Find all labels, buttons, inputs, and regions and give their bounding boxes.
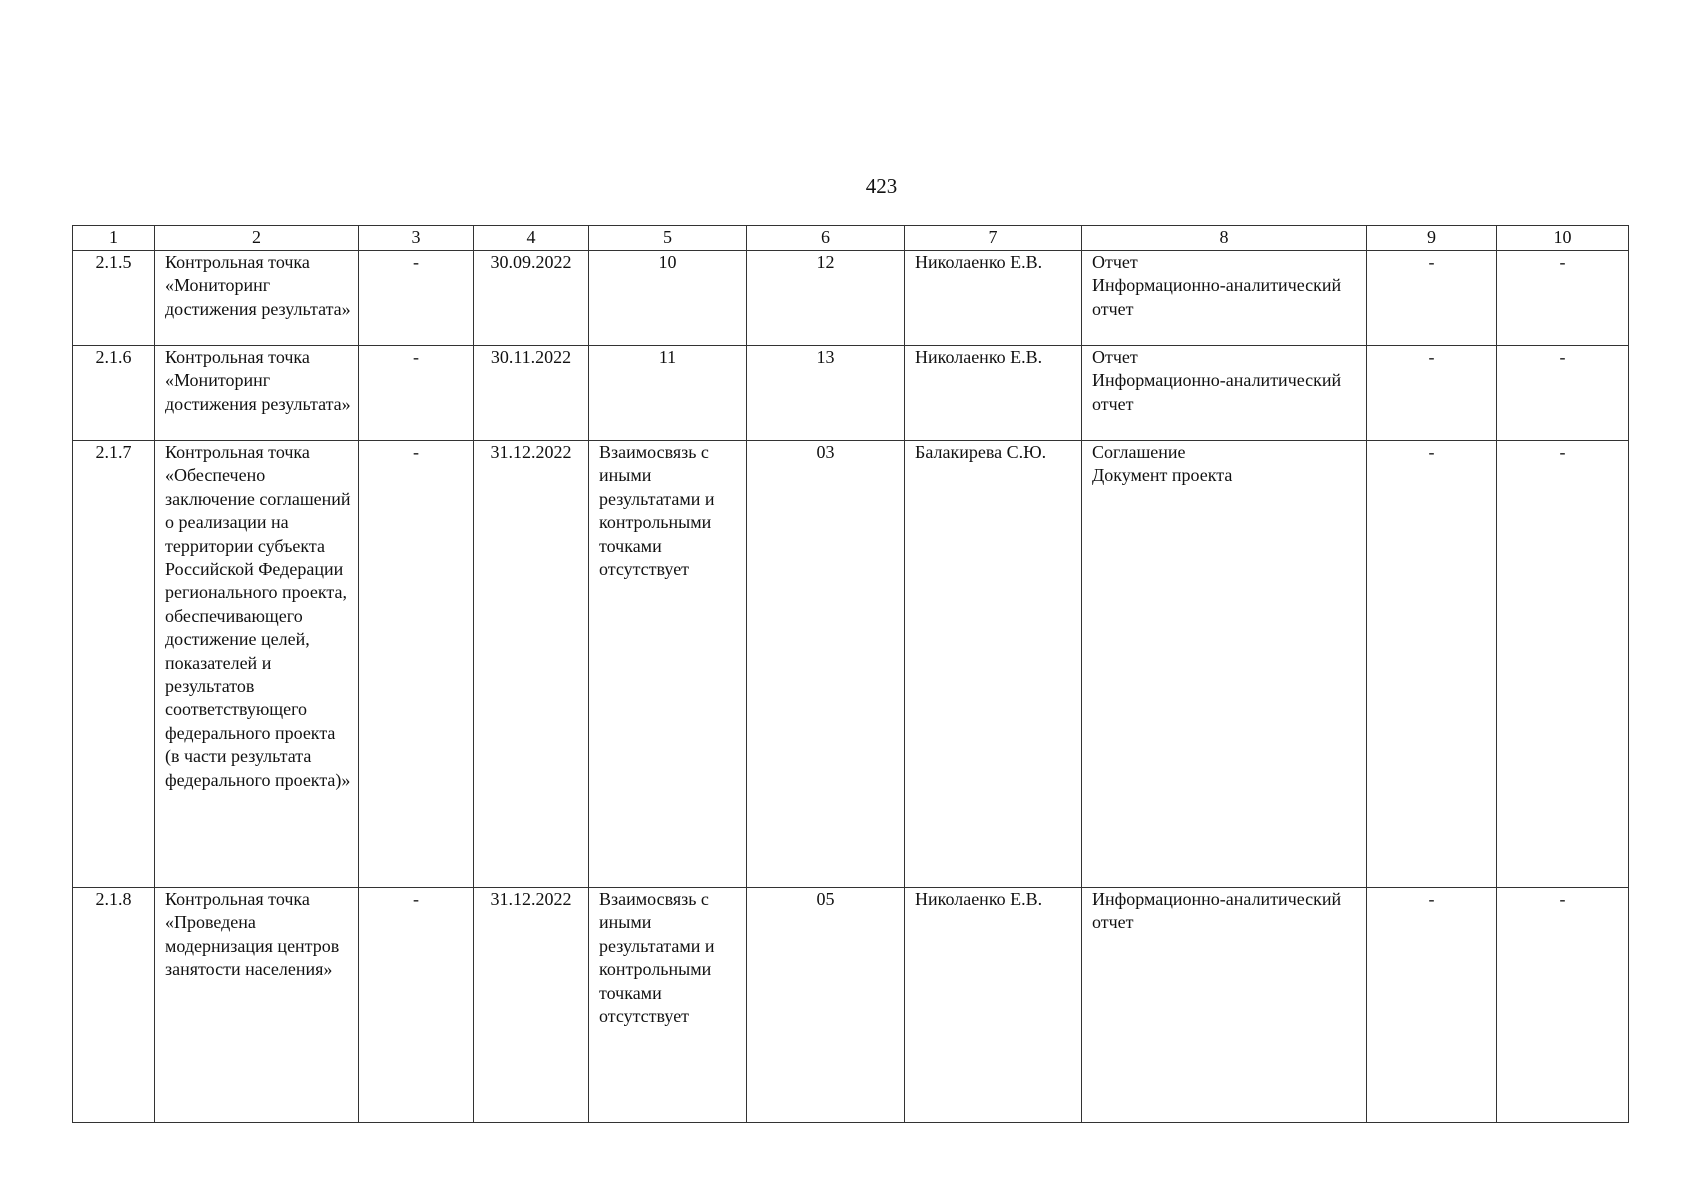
row-col3: -	[359, 251, 474, 346]
row-responsible: Николаенко Е.В.	[905, 346, 1082, 441]
row-col6: 12	[747, 251, 905, 346]
header-cell: 8	[1082, 226, 1367, 251]
row-col10: -	[1497, 441, 1629, 888]
row-date: 30.09.2022	[474, 251, 589, 346]
document-line: Отчет	[1092, 347, 1138, 367]
row-col10: -	[1497, 251, 1629, 346]
row-number: 2.1.8	[73, 888, 155, 1123]
row-documents	[1082, 346, 1367, 441]
header-cell: 6	[747, 226, 905, 251]
row-col5: 10	[589, 251, 747, 346]
row-col9: -	[1367, 888, 1497, 1123]
row-col3: -	[359, 441, 474, 888]
row-title: Контрольная точка «Обеспечено заключение соглашений о реализации на территории субъекта Российской Федерации регионального проекта, обеспечивающего достижение целей, показателей и результатов соответствующего федерального проекта (в части результата федерального проекта)»	[155, 441, 359, 888]
header-cell: 2	[155, 226, 359, 251]
header-cell: 1	[73, 226, 155, 251]
document-line: Информационно-аналитический отчет	[1092, 889, 1342, 933]
document-line: Информационно-аналитический отчет	[1092, 275, 1342, 319]
row-documents	[1082, 888, 1367, 1123]
document-line: Соглашение	[1092, 442, 1186, 462]
document-line: Документ проекта	[1092, 465, 1233, 486]
row-col6: 13	[747, 346, 905, 441]
row-date: 31.12.2022	[474, 441, 589, 888]
row-date: 31.12.2022	[474, 888, 589, 1123]
row-date: 30.11.2022	[474, 346, 589, 441]
row-number: 2.1.6	[73, 346, 155, 441]
row-col3: -	[359, 346, 474, 441]
document-line: Отчет	[1092, 252, 1138, 272]
document-line: Информационно-аналитический отчет	[1092, 370, 1342, 414]
row-col3: -	[359, 888, 474, 1123]
row-col5: Взаимосвязь с иными результатами и контрольными точками отсутствует	[589, 441, 747, 888]
row-title: Контрольная точка «Мониторинг достижения результата»	[155, 251, 359, 346]
row-title: Контрольная точка «Мониторинг достижения результата»	[155, 346, 359, 441]
header-cell: 5	[589, 226, 747, 251]
row-col6: 03	[747, 441, 905, 888]
row-col9: -	[1367, 346, 1497, 441]
table-row	[73, 251, 1629, 346]
table-row	[73, 441, 1629, 888]
row-col5: Взаимосвязь с иными результатами и контрольными точками отсутствует	[589, 888, 747, 1123]
row-col10: -	[1497, 888, 1629, 1123]
row-responsible: Балакирева С.Ю.	[905, 441, 1082, 888]
header-cell: 7	[905, 226, 1082, 251]
row-col9: -	[1367, 441, 1497, 888]
table-row	[73, 888, 1629, 1123]
row-responsible: Николаенко Е.В.	[905, 888, 1082, 1123]
page-number: 423	[865, 174, 898, 198]
row-responsible: Николаенко Е.В.	[905, 251, 1082, 346]
row-title: Контрольная точка «Проведена модернизация центров занятости населения»	[155, 888, 359, 1123]
header-cell: 10	[1497, 226, 1629, 251]
table-row	[73, 346, 1629, 441]
header-cell: 9	[1367, 226, 1497, 251]
header-cell: 3	[359, 226, 474, 251]
control-points-table	[72, 225, 1629, 1123]
row-number: 2.1.5	[73, 251, 155, 346]
row-documents	[1082, 441, 1367, 888]
row-documents	[1082, 251, 1367, 346]
header-cell: 4	[474, 226, 589, 251]
row-number: 2.1.7	[73, 441, 155, 888]
row-col10: -	[1497, 346, 1629, 441]
table-header-row	[73, 226, 1629, 251]
row-col6: 05	[747, 888, 905, 1123]
row-col5: 11	[589, 346, 747, 441]
row-col9: -	[1367, 251, 1497, 346]
